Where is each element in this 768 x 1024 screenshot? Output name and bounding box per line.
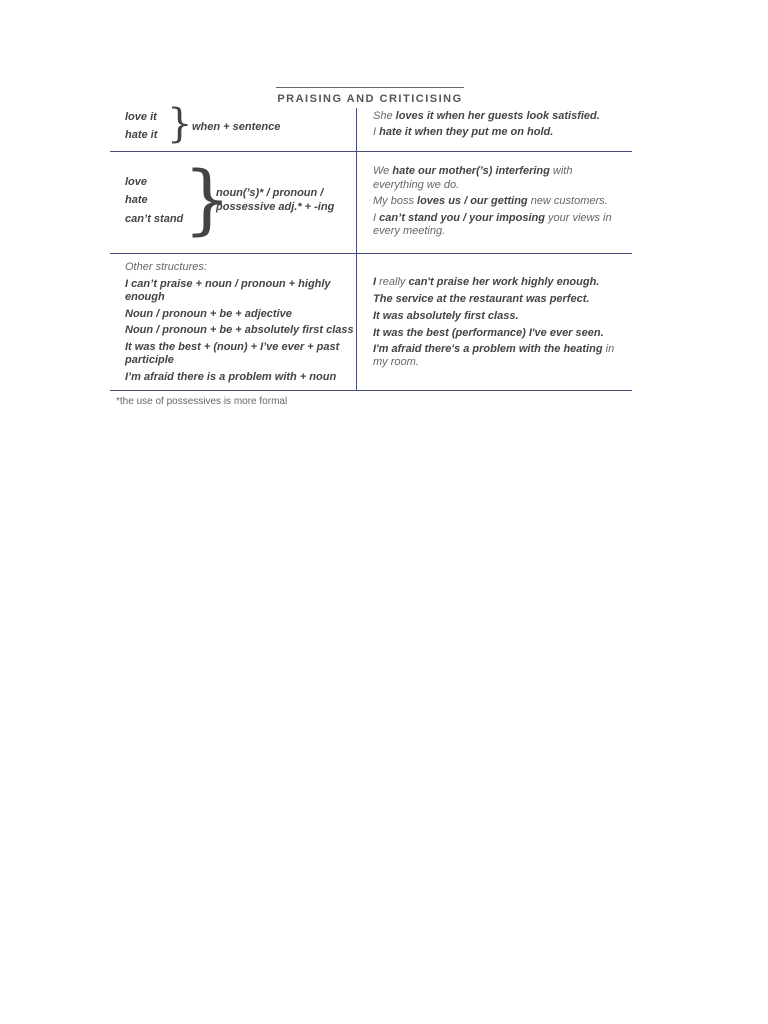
example-sentence: She loves it when her guests look satisfied. <box>373 110 600 122</box>
pattern-label: when + sentence <box>192 121 281 133</box>
section-heading: Other structures: <box>125 261 207 273</box>
curly-brace-icon: } <box>183 154 232 243</box>
example-sentence: I'm afraid there's a problem with the heating in <box>373 343 615 355</box>
example-sentence-continuation: every meeting. <box>373 225 446 237</box>
pattern-label: noun(’s)* / pronoun / <box>216 187 324 199</box>
verb-label: hate it <box>125 129 158 141</box>
row-divider <box>110 253 632 254</box>
verb-label: love it <box>125 111 157 123</box>
structure-line: Noun / pronoun + be + adjective <box>125 308 292 320</box>
structure-line: enough <box>125 291 165 303</box>
verb-label: can’t stand <box>125 213 184 225</box>
structure-line: I can’t praise + noun / pronoun + highly <box>125 278 331 290</box>
grammar-table <box>110 101 632 391</box>
column-divider <box>356 108 357 391</box>
page-title: PRAISING AND CRITICISING <box>277 93 463 105</box>
verb-label: love <box>125 176 148 188</box>
title-rule <box>276 87 464 88</box>
example-sentence-continuation: my room. <box>373 356 419 368</box>
example-sentence: It was absolutely first class. <box>373 310 519 322</box>
example-sentence: The service at the restaurant was perfect. <box>373 293 590 305</box>
row-divider <box>110 151 632 152</box>
structure-line: It was the best + (noun) + I’ve ever + past <box>125 341 340 353</box>
example-sentence: We hate our mother(’s) interfering with <box>373 165 573 177</box>
pattern-label: possessive adj.* + -ing <box>216 201 335 213</box>
verb-label: hate <box>125 194 148 206</box>
example-sentence: I hate it when they put me on hold. <box>373 126 554 138</box>
curly-brace-icon: } <box>167 101 193 147</box>
footnote: *the use of possessives is more formal <box>116 396 288 407</box>
example-sentence: I can’t stand you / your imposing your views in <box>373 212 612 224</box>
structure-line: I’m afraid there is a problem with + noun <box>125 371 337 383</box>
structure-line: Noun / pronoun + be + absolutely first class <box>125 324 354 336</box>
example-sentence: My boss loves us / our getting new customers. <box>373 195 608 207</box>
row-divider <box>110 390 632 391</box>
example-sentence-continuation: everything we do. <box>373 179 460 191</box>
example-sentence: It was the best (performance) I've ever seen. <box>373 327 604 339</box>
structure-line: participle <box>125 354 174 366</box>
example-sentence: I really can't praise her work highly enough. <box>373 276 600 288</box>
